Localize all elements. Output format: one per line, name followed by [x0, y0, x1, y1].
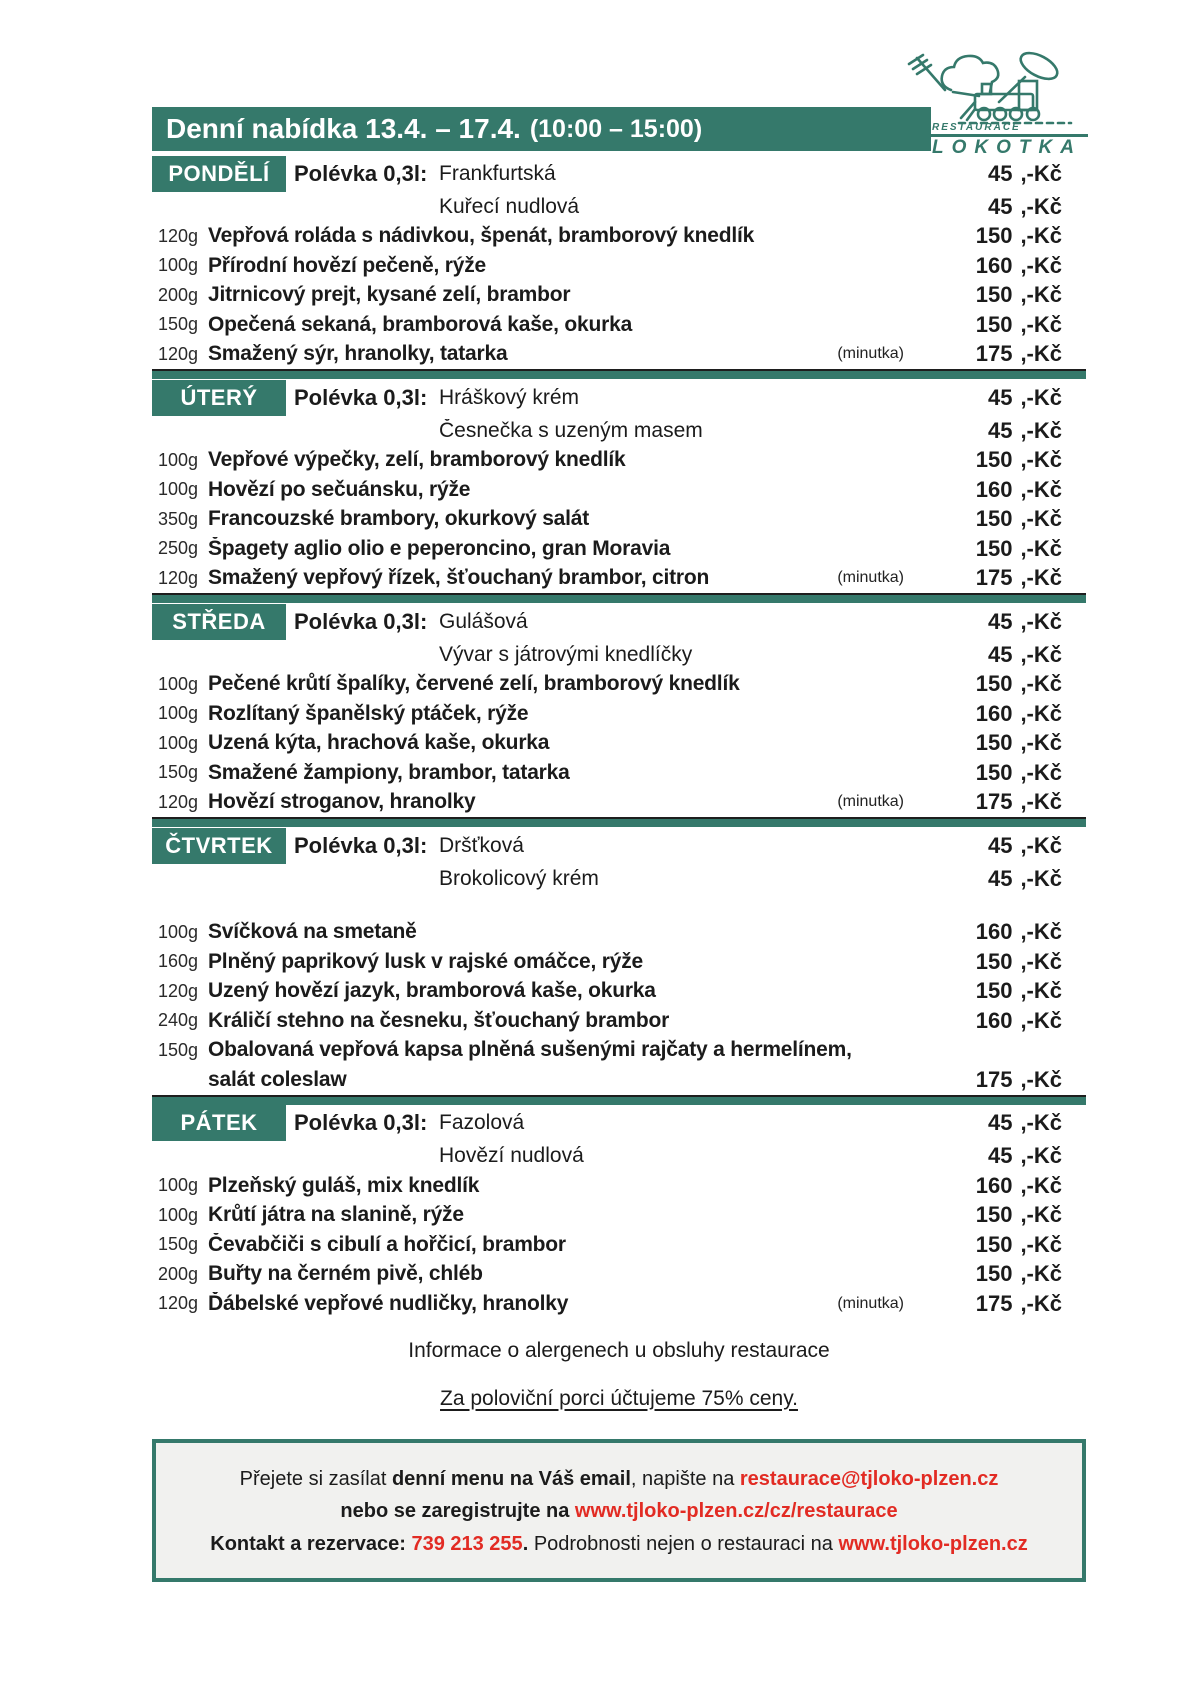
price-value: 150	[975, 1231, 1013, 1257]
price-value: 150	[975, 1202, 1013, 1228]
price-value: 175	[975, 565, 1013, 591]
price-value: 45	[987, 384, 1013, 410]
soup-name: Frankfurtská	[439, 161, 556, 185]
item-name: Svíčková na smetaně	[208, 920, 417, 944]
email-link[interactable]: restaurace@tjloko-plzen.cz	[739, 1467, 999, 1490]
item-weight: 120g	[157, 1293, 198, 1314]
currency-suffix: ,-Kč	[1020, 641, 1062, 667]
soup-name: Hráškový krém	[439, 385, 580, 409]
item-name: Smažený sýr, hranolky, tatarka	[208, 342, 508, 366]
currency-suffix: ,-Kč	[1020, 252, 1062, 278]
item-weight: 100g	[157, 449, 198, 470]
price-value: 45	[987, 417, 1013, 443]
menu-item-row	[152, 1006, 1086, 1036]
price	[934, 1202, 1062, 1228]
price	[934, 477, 1062, 503]
item-weight: 250g	[157, 538, 198, 559]
price-value: 150	[975, 506, 1013, 532]
price	[934, 506, 1062, 532]
item-name: Ďábelské vepřové nudličky, hranolky	[208, 1291, 569, 1315]
price-value: 150	[975, 447, 1013, 473]
currency-suffix: ,-Kč	[1020, 1290, 1062, 1316]
currency-suffix: ,-Kč	[1020, 506, 1062, 532]
currency-suffix: ,-Kč	[1020, 919, 1062, 945]
price-value: 160	[975, 1172, 1013, 1198]
price-value: 150	[975, 535, 1013, 561]
contact-line-email	[166, 1463, 1072, 1496]
contact-line3-dot: .	[522, 1532, 534, 1555]
day-section	[152, 155, 1086, 369]
currency-suffix: ,-Kč	[1020, 193, 1062, 219]
page-title: Denní nabídka 13.4. – 17.4.	[166, 113, 521, 144]
currency-suffix: ,-Kč	[1020, 671, 1062, 697]
minutka-label: (minutka)	[837, 345, 904, 363]
item-name: Obalovaná vepřová kapsa plněná sušenými rajčaty a hermelínem,	[208, 1038, 852, 1062]
price-value: 175	[975, 341, 1013, 367]
day-badge: ÚTERÝ	[152, 380, 286, 416]
price	[934, 223, 1062, 249]
soup-row	[152, 864, 1086, 894]
price	[934, 833, 1062, 859]
menu-item-row	[152, 1260, 1086, 1290]
soup-name: Dršťková	[439, 833, 524, 857]
day-header-row	[152, 379, 1086, 416]
soup-name: Fazolová	[439, 1111, 525, 1134]
item-name: Rozlítaný španělský ptáček, rýže	[208, 701, 529, 725]
price	[934, 1291, 1062, 1317]
day-header-row	[152, 603, 1086, 640]
menu-days	[152, 155, 1086, 1319]
price	[934, 194, 1062, 220]
soup-name: Brokolicový krém	[439, 866, 599, 890]
currency-suffix: ,-Kč	[1020, 1202, 1062, 1228]
soup-row	[152, 416, 1086, 446]
contact-line3-mid: Podrobnosti nejen o restauraci na	[533, 1532, 839, 1555]
item-weight: 350g	[157, 508, 198, 529]
price	[934, 701, 1062, 727]
menu-item-continuation-row	[152, 1065, 1086, 1095]
item-weight: 100g	[157, 255, 198, 276]
menu-item-row	[152, 729, 1086, 759]
currency-suffix: ,-Kč	[1020, 865, 1062, 891]
price	[934, 949, 1062, 975]
menu-item-row	[152, 1230, 1086, 1260]
menu-item-row	[152, 251, 1086, 281]
price	[934, 385, 1062, 411]
item-name: Čevabčiči s cibulí a hořčicí, brambor	[208, 1232, 566, 1256]
currency-suffix: ,-Kč	[1020, 1231, 1062, 1257]
menu-item-row	[152, 1171, 1086, 1201]
price	[934, 253, 1062, 279]
currency-suffix: ,-Kč	[1020, 223, 1062, 249]
currency-suffix: ,-Kč	[1020, 1007, 1062, 1033]
soup-size-label: Polévka 0,3l:	[294, 1110, 428, 1135]
minutka-label: (minutka)	[837, 1294, 904, 1312]
price-value: 45	[987, 193, 1013, 219]
price-value: 150	[975, 759, 1013, 785]
item-weight: 200g	[157, 1263, 198, 1284]
allergen-note: Informace o alergenech u obsluhy restaurace	[408, 1338, 830, 1362]
price	[934, 418, 1062, 444]
contact-line1-mid: , napište na	[630, 1467, 740, 1490]
half-portion-note: Za poloviční porci účtujeme 75% ceny.	[440, 1386, 798, 1410]
minutka-label: (minutka)	[837, 569, 904, 587]
currency-suffix: ,-Kč	[1020, 789, 1062, 815]
soup-row	[152, 192, 1086, 222]
price-value: 150	[975, 1261, 1013, 1287]
menu-item-row	[152, 1036, 1086, 1066]
menu-item-row	[152, 564, 1086, 594]
item-weight: 150g	[157, 1234, 198, 1255]
item-name: salát coleslaw	[208, 1067, 347, 1091]
item-name: Uzená kýta, hrachová kaše, okurka	[208, 731, 550, 755]
day-section	[152, 827, 1086, 1095]
item-weight: 100g	[157, 1204, 198, 1225]
price	[934, 609, 1062, 635]
price-value: 45	[987, 608, 1013, 634]
currency-suffix: ,-Kč	[1020, 1261, 1062, 1287]
currency-suffix: ,-Kč	[1020, 759, 1062, 785]
menu-item-row	[152, 977, 1086, 1007]
soup-name: Hovězí nudlová	[439, 1144, 584, 1168]
currency-suffix: ,-Kč	[1020, 417, 1062, 443]
currency-suffix: ,-Kč	[1020, 311, 1062, 337]
item-name: Přírodní hovězí pečeně, rýže	[208, 253, 486, 277]
day-separator	[152, 369, 1086, 379]
price-value: 150	[975, 671, 1013, 697]
price	[934, 1173, 1062, 1199]
price	[934, 282, 1062, 308]
currency-suffix: ,-Kč	[1020, 1110, 1062, 1135]
price-value: 45	[987, 865, 1013, 891]
price-value: 175	[975, 1066, 1013, 1092]
currency-suffix: ,-Kč	[1020, 341, 1062, 367]
currency-suffix: ,-Kč	[1020, 700, 1062, 726]
menu-item-row	[152, 758, 1086, 788]
contact-line1-bold: denní menu na Váš email	[391, 1467, 631, 1490]
menu-item-row	[152, 670, 1086, 700]
day-section	[152, 379, 1086, 593]
currency-suffix: ,-Kč	[1020, 565, 1062, 591]
price	[934, 978, 1062, 1004]
price-value: 160	[975, 1007, 1013, 1033]
day-section	[152, 603, 1086, 817]
menu-item-row	[152, 947, 1086, 977]
item-name: Opečená sekaná, bramborová kaše, okurka	[208, 312, 633, 336]
item-weight: 100g	[157, 1175, 198, 1196]
price	[934, 312, 1062, 338]
item-name: Uzený hovězí jazyk, bramborová kaše, okurka	[208, 979, 656, 1003]
logo-name-label: LOKOTKA	[876, 134, 1088, 159]
price-value: 45	[987, 160, 1013, 186]
soup-size-label: Polévka 0,3l:	[294, 160, 428, 186]
currency-suffix: ,-Kč	[1020, 1172, 1062, 1198]
soup-name: Gulášová	[439, 609, 528, 633]
price-value: 45	[987, 1143, 1013, 1169]
item-name: Králičí stehno na česneku, šťouchaný brambor	[208, 1008, 670, 1032]
page-title-hours: (10:00 – 15:00)	[529, 114, 703, 143]
day-section	[152, 1105, 1086, 1319]
item-weight: 100g	[157, 673, 198, 694]
item-weight: 160g	[157, 951, 198, 972]
price-value: 175	[975, 789, 1013, 815]
menu-item-row	[152, 788, 1086, 818]
price-value: 160	[975, 252, 1013, 278]
contact-box	[152, 1439, 1086, 1583]
menu-content	[152, 55, 1086, 1582]
soup-name: Česnečka s uzeným masem	[439, 418, 703, 442]
day-header-row	[152, 827, 1086, 864]
price	[934, 642, 1062, 668]
soup-size-label: Polévka 0,3l:	[294, 384, 428, 410]
day-separator	[152, 1095, 1086, 1105]
price	[934, 1008, 1062, 1034]
contact-line2-bold: nebo se zaregistrujte na	[340, 1500, 575, 1522]
menu-item-row	[152, 1201, 1086, 1231]
price	[934, 1232, 1062, 1258]
item-weight: 100g	[157, 921, 198, 942]
day-header-row	[152, 1105, 1086, 1142]
price-value: 175	[975, 1290, 1013, 1316]
item-weight: 200g	[157, 284, 198, 305]
currency-suffix: ,-Kč	[1020, 608, 1062, 634]
price	[934, 161, 1062, 187]
price-value: 150	[975, 730, 1013, 756]
price-value: 45	[987, 641, 1013, 667]
item-name: Buřty na černém pivě, chléb	[208, 1262, 483, 1286]
price	[934, 671, 1062, 697]
menu-item-row	[152, 475, 1086, 505]
day-header-row	[152, 155, 1086, 192]
price-value: 150	[975, 311, 1013, 337]
item-name: Francouzské brambory, okurkový salát	[208, 507, 590, 531]
price	[934, 341, 1062, 367]
price	[934, 447, 1062, 473]
soup-row	[152, 1142, 1086, 1172]
price-value: 150	[975, 282, 1013, 308]
price-value: 150	[975, 948, 1013, 974]
spacer	[152, 894, 1086, 918]
currency-suffix: ,-Kč	[1020, 1143, 1062, 1169]
register-url-link[interactable]: www.tjloko-plzen.cz/cz/restaurace	[574, 1500, 898, 1522]
price	[934, 760, 1062, 786]
minutka-label: (minutka)	[837, 793, 904, 811]
item-weight: 120g	[157, 225, 198, 246]
contact-line-register	[166, 1495, 1072, 1528]
price	[934, 565, 1062, 591]
price	[934, 1143, 1062, 1169]
item-weight: 120g	[157, 791, 198, 812]
item-weight: 100g	[157, 479, 198, 500]
item-name: Plzeňský guláš, mix knedlík	[208, 1173, 480, 1197]
site-url-link[interactable]: www.tjloko-plzen.cz	[838, 1532, 1028, 1555]
item-name: Smažené žampiony, brambor, tatarka	[208, 760, 570, 784]
soup-name: Vývar s játrovými knedlíčky	[439, 642, 693, 666]
item-name: Vepřové výpečky, zelí, bramborový knedlík	[208, 448, 626, 472]
item-name: Špagety aglio olio e peperoncino, gran Moravia	[208, 536, 671, 560]
menu-item-row	[152, 281, 1086, 311]
soup-size-label: Polévka 0,3l:	[294, 608, 428, 634]
price	[934, 789, 1062, 815]
price-value: 150	[975, 978, 1013, 1004]
price-value: 45	[987, 1110, 1013, 1135]
item-weight: 120g	[157, 980, 198, 1001]
menu-item-row	[152, 446, 1086, 476]
menu-item-row	[152, 534, 1086, 564]
price	[934, 866, 1062, 892]
item-weight: 240g	[157, 1010, 198, 1031]
item-weight: 120g	[157, 343, 198, 364]
currency-suffix: ,-Kč	[1020, 832, 1062, 858]
menu-item-row	[152, 340, 1086, 370]
logo-restaurace-label: RESTAURACE	[932, 122, 1021, 133]
item-weight: 150g	[157, 762, 198, 783]
menu-item-row	[152, 1289, 1086, 1319]
currency-suffix: ,-Kč	[1020, 978, 1062, 1004]
price-value: 160	[975, 700, 1013, 726]
price-value: 160	[975, 476, 1013, 502]
item-name: Jitrnicový prejt, kysané zelí, brambor	[208, 283, 571, 307]
currency-suffix: ,-Kč	[1020, 282, 1062, 308]
item-weight: 100g	[157, 703, 198, 724]
item-name: Vepřová roláda s nádivkou, špenát, bramborový knedlík	[208, 224, 755, 248]
day-badge: PONDĚLÍ	[152, 156, 286, 192]
menu-item-row	[152, 699, 1086, 729]
currency-suffix: ,-Kč	[1020, 948, 1062, 974]
menu-item-row	[152, 310, 1086, 340]
day-badge: ČTVRTEK	[152, 828, 286, 864]
price	[934, 730, 1062, 756]
day-badge: STŘEDA	[152, 604, 286, 640]
currency-suffix: ,-Kč	[1020, 1066, 1062, 1092]
item-weight: 150g	[157, 314, 198, 335]
contact-line3-bold: Kontakt a rezervace:	[210, 1532, 412, 1555]
contact-line1-pre: Přejete si zasílat	[239, 1467, 392, 1490]
price-value: 45	[987, 832, 1013, 858]
currency-suffix: ,-Kč	[1020, 535, 1062, 561]
menu-item-row	[152, 222, 1086, 252]
item-weight: 150g	[157, 1039, 198, 1060]
price-value: 150	[975, 223, 1013, 249]
price	[934, 919, 1062, 945]
price-value: 160	[975, 919, 1013, 945]
price	[934, 1110, 1062, 1136]
item-name: Hovězí po sečuánsku, rýže	[208, 477, 471, 501]
item-name: Pečené krůtí špalíky, červené zelí, bramborový knedlík	[208, 672, 740, 696]
item-name: Plněný paprikový lusk v rajské omáčce, rýže	[208, 949, 643, 973]
day-separator	[152, 817, 1086, 827]
currency-suffix: ,-Kč	[1020, 476, 1062, 502]
soup-name: Kuřecí nudlová	[439, 194, 580, 218]
soup-size-label: Polévka 0,3l:	[294, 832, 428, 858]
currency-suffix: ,-Kč	[1020, 730, 1062, 756]
item-name: Krůtí játra na slanině, rýže	[208, 1203, 464, 1227]
currency-suffix: ,-Kč	[1020, 160, 1062, 186]
item-name: Smažený vepřový řízek, šťouchaný brambor, citron	[208, 566, 710, 590]
item-weight: 120g	[157, 567, 198, 588]
day-separator	[152, 593, 1086, 603]
price	[934, 536, 1062, 562]
item-weight: 100g	[157, 732, 198, 753]
soup-row	[152, 640, 1086, 670]
phone-link[interactable]: 739 213 255	[411, 1532, 523, 1555]
title-bar	[152, 107, 931, 151]
menu-item-row	[152, 505, 1086, 535]
price	[934, 1067, 1062, 1093]
item-name: Hovězí stroganov, hranolky	[208, 790, 476, 814]
currency-suffix: ,-Kč	[1020, 447, 1062, 473]
currency-suffix: ,-Kč	[1020, 384, 1062, 410]
price	[934, 1261, 1062, 1287]
day-badge: PÁTEK	[152, 1105, 286, 1141]
contact-line-phone	[166, 1528, 1072, 1561]
menu-item-row	[152, 918, 1086, 948]
